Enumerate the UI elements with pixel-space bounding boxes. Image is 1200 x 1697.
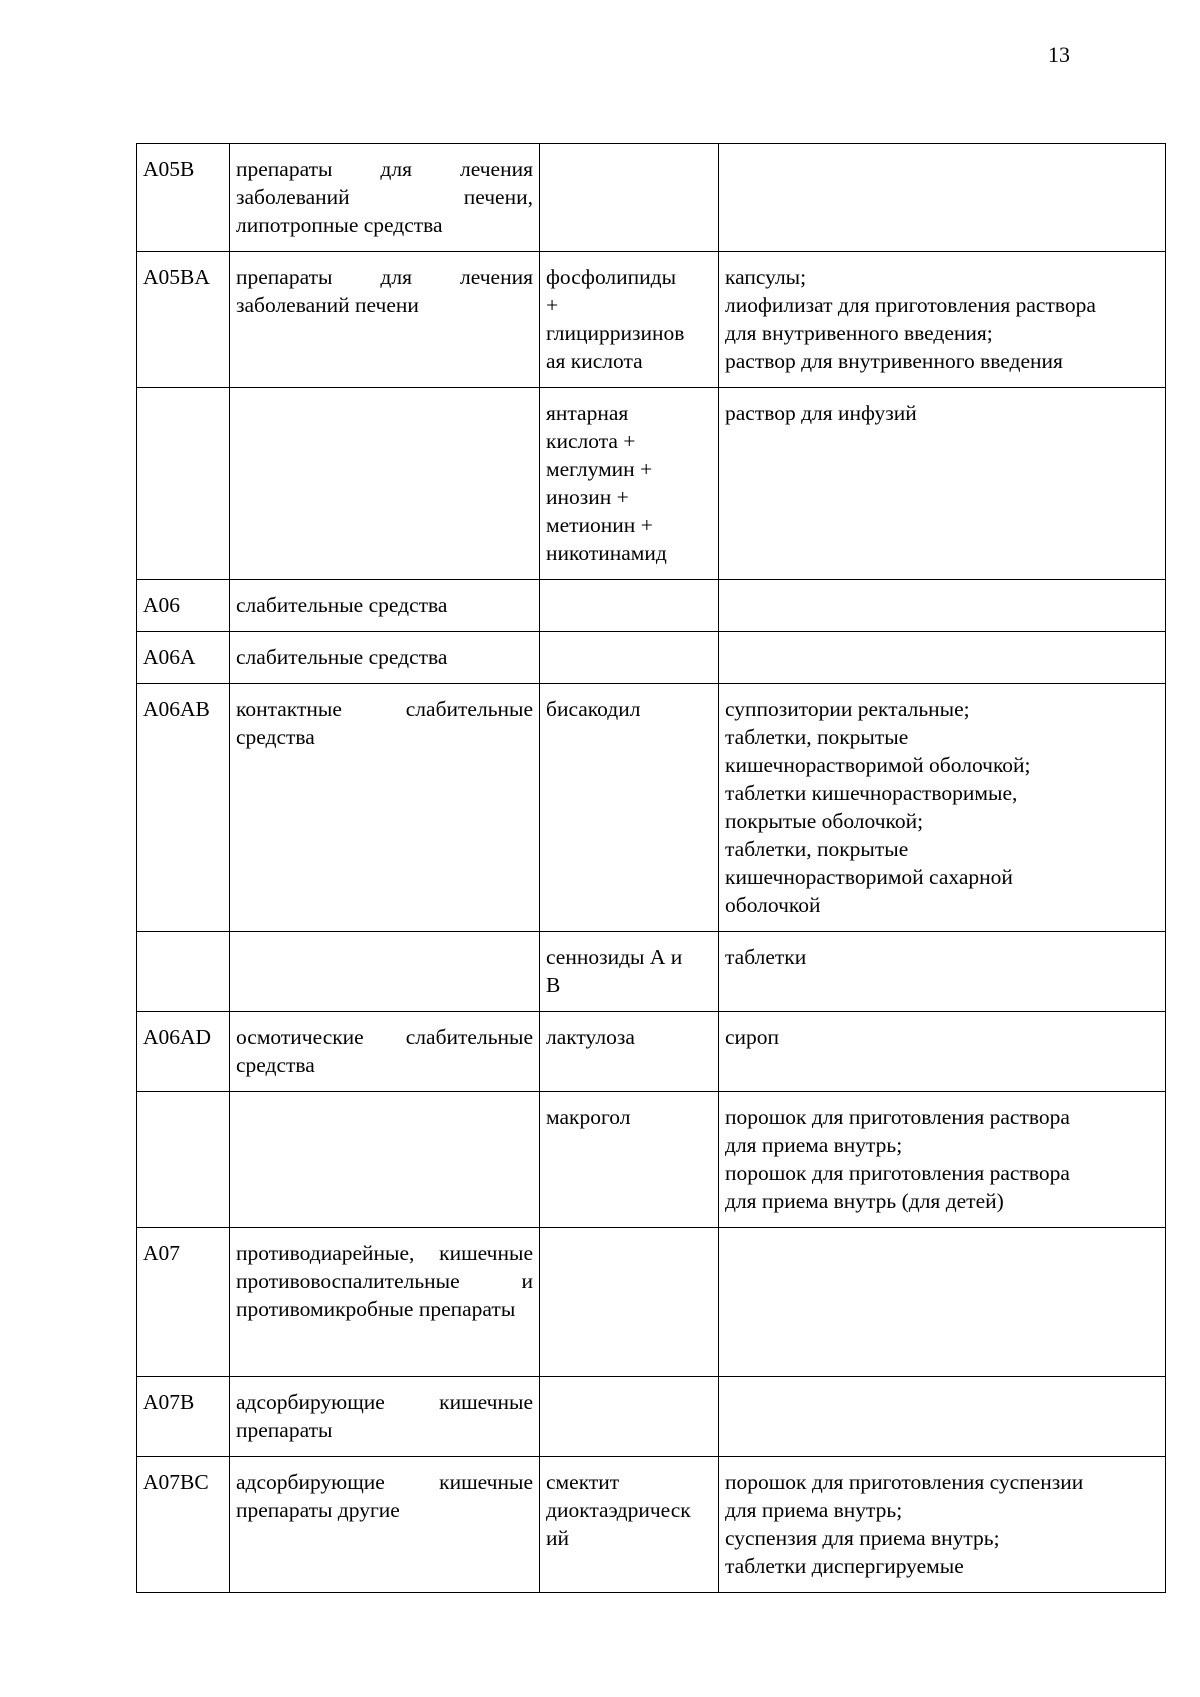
drug-name-line: глицирризинов bbox=[546, 321, 685, 345]
atc-code-cell bbox=[137, 1092, 230, 1228]
table-row bbox=[137, 684, 1166, 932]
atc-code-cell: A06AD bbox=[137, 1012, 230, 1092]
drug-name-line: янтарная bbox=[546, 401, 629, 425]
dosage-form-line: для приема внутрь; bbox=[725, 1498, 903, 1522]
dosage-form-cell bbox=[719, 1012, 1166, 1092]
dosage-form-line: порошок для приготовления раствора bbox=[725, 1161, 1070, 1185]
drug-name-cell bbox=[540, 144, 719, 252]
table-row bbox=[137, 252, 1166, 388]
dosage-form-line: таблетки диспергируемые bbox=[725, 1554, 964, 1578]
drug-name-line: диоктаэдрическ bbox=[546, 1498, 691, 1522]
dosage-form-line: капсулы; bbox=[725, 265, 807, 289]
drug-name-line: кислота + bbox=[546, 429, 636, 453]
dosage-form-cell bbox=[719, 632, 1166, 684]
dosage-form-cell bbox=[719, 580, 1166, 632]
drug-name-cell bbox=[540, 684, 719, 932]
table-row bbox=[137, 1012, 1166, 1092]
dosage-form-cell bbox=[719, 144, 1166, 252]
drug-name-cell bbox=[540, 252, 719, 388]
table-row bbox=[137, 1457, 1166, 1593]
dosage-form-cell bbox=[719, 1457, 1166, 1593]
dosage-form-line: кишечнорастворимой оболочкой; bbox=[725, 753, 1031, 777]
pharmacological-group-cell: контактные слабительные средства bbox=[230, 684, 540, 932]
dosage-form-cell bbox=[719, 684, 1166, 932]
drug-name-line: фосфолипиды bbox=[546, 265, 677, 289]
table-body bbox=[137, 144, 1166, 1593]
drug-name-cell bbox=[540, 1377, 719, 1457]
drug-name-line: В bbox=[546, 973, 561, 997]
pharmacological-group-cell: слабительные средства bbox=[230, 632, 540, 684]
dosage-form-cell bbox=[719, 932, 1166, 1012]
drug-name-line: сеннозиды А и bbox=[546, 945, 683, 969]
atc-code-cell: A05BA bbox=[137, 252, 230, 388]
drug-name-line: никотинамид bbox=[546, 541, 667, 565]
atc-code-cell: A06AB bbox=[137, 684, 230, 932]
dosage-form-line: покрытые оболочкой; bbox=[725, 809, 924, 833]
drug-name-line: бисакодил bbox=[546, 697, 641, 721]
drug-name-cell bbox=[540, 1092, 719, 1228]
table-row bbox=[137, 388, 1166, 580]
drug-name-cell bbox=[540, 932, 719, 1012]
atc-code-cell: A06A bbox=[137, 632, 230, 684]
dosage-form-line: для приема внутрь (для детей) bbox=[725, 1189, 1004, 1213]
drug-name-cell bbox=[540, 388, 719, 580]
drug-name-line: меглумин + bbox=[546, 457, 653, 481]
drug-classification-table bbox=[136, 143, 1166, 1593]
atc-code-cell: A05B bbox=[137, 144, 230, 252]
drug-name-cell bbox=[540, 1457, 719, 1593]
atc-code-cell bbox=[137, 932, 230, 1012]
dosage-form-line: для приема внутрь; bbox=[725, 1133, 903, 1157]
pharmacological-group-cell: осмотические слабительные средства bbox=[230, 1012, 540, 1092]
dosage-form-line: суспензия для приема внутрь; bbox=[725, 1526, 1000, 1550]
drug-name-cell bbox=[540, 1228, 719, 1377]
dosage-form-line: таблетки bbox=[725, 945, 807, 969]
table-row bbox=[137, 1377, 1166, 1457]
drug-name-cell bbox=[540, 580, 719, 632]
table-row bbox=[137, 580, 1166, 632]
drug-name-line: + bbox=[546, 293, 559, 317]
dosage-form-line: таблетки, покрытые bbox=[725, 725, 909, 749]
pharmacological-group-cell: противодиарейные, кишечные противовоспалительные и противомикробные препараты bbox=[230, 1228, 540, 1377]
dosage-form-line: раствор для внутривенного введения bbox=[725, 349, 1063, 373]
drug-name-line: ий bbox=[546, 1526, 570, 1550]
dosage-form-line: суппозитории ректальные; bbox=[725, 697, 970, 721]
drug-name-line: инозин + bbox=[546, 485, 629, 509]
dosage-form-cell bbox=[719, 1092, 1166, 1228]
pharmacological-group-cell bbox=[230, 1092, 540, 1228]
dosage-form-line: порошок для приготовления суспензии bbox=[725, 1470, 1084, 1494]
dosage-form-cell bbox=[719, 1377, 1166, 1457]
pharmacological-group-cell: препараты для лечения заболеваний печени bbox=[230, 252, 540, 388]
pharmacological-group-cell: адсорбирующие кишечные препараты другие bbox=[230, 1457, 540, 1593]
dosage-form-line: порошок для приготовления раствора bbox=[725, 1105, 1070, 1129]
pharmacological-group-cell: адсорбирующие кишечные препараты bbox=[230, 1377, 540, 1457]
atc-code-cell: A07B bbox=[137, 1377, 230, 1457]
drug-name-line: макрогол bbox=[546, 1105, 631, 1129]
dosage-form-line: кишечнорастворимой сахарной bbox=[725, 865, 1013, 889]
dosage-form-line: раствор для инфузий bbox=[725, 401, 917, 425]
dosage-form-cell bbox=[719, 388, 1166, 580]
dosage-form-line: таблетки кишечнорастворимые, bbox=[725, 781, 1018, 805]
drug-name-line: смектит bbox=[546, 1470, 620, 1494]
dosage-form-line: лиофилизат для приготовления раствора bbox=[725, 293, 1096, 317]
pharmacological-group-cell bbox=[230, 388, 540, 580]
atc-code-cell: A07 bbox=[137, 1228, 230, 1377]
dosage-form-line: таблетки, покрытые bbox=[725, 837, 909, 861]
atc-code-cell: A07BC bbox=[137, 1457, 230, 1593]
drug-name-line: лактулоза bbox=[546, 1025, 635, 1049]
table-row bbox=[137, 932, 1166, 1012]
table-row bbox=[137, 1228, 1166, 1377]
pharmacological-group-cell bbox=[230, 932, 540, 1012]
atc-code-cell bbox=[137, 388, 230, 580]
atc-code-cell: A06 bbox=[137, 580, 230, 632]
table-row bbox=[137, 144, 1166, 252]
drug-name-line: ая кислота bbox=[546, 349, 643, 373]
dosage-form-line: оболочкой bbox=[725, 893, 821, 917]
drug-name-cell bbox=[540, 632, 719, 684]
drug-name-line: метионин + bbox=[546, 513, 653, 537]
dosage-form-cell bbox=[719, 252, 1166, 388]
page-number: 13 bbox=[1048, 42, 1070, 67]
dosage-form-line: сироп bbox=[725, 1025, 780, 1049]
pharmacological-group-cell: препараты для лечения заболеваний печени, липотропные средства bbox=[230, 144, 540, 252]
dosage-form-cell bbox=[719, 1228, 1166, 1377]
drug-name-cell bbox=[540, 1012, 719, 1092]
table-row bbox=[137, 632, 1166, 684]
table-row bbox=[137, 1092, 1166, 1228]
pharmacological-group-cell: слабительные средства bbox=[230, 580, 540, 632]
dosage-form-line: для внутривенного введения; bbox=[725, 321, 993, 345]
